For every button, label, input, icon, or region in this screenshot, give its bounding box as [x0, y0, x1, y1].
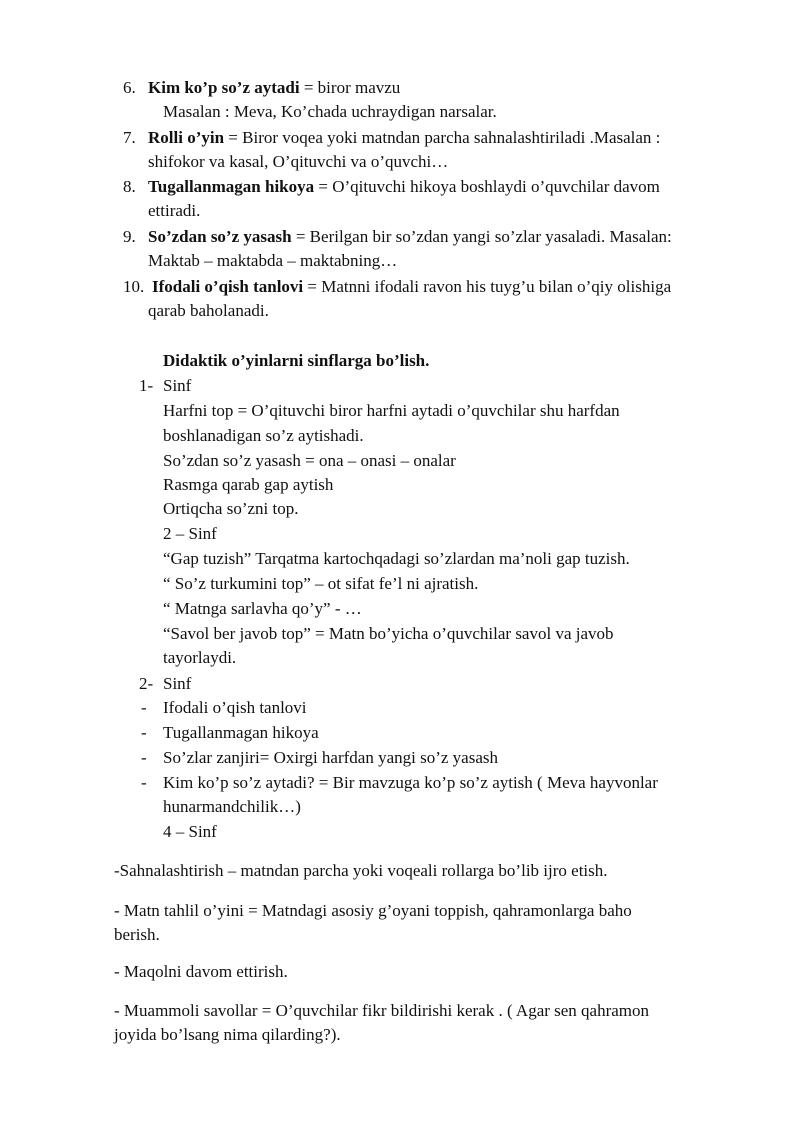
list-item-6: [148, 77, 400, 99]
class-line: 2 – Sinf: [163, 524, 217, 543]
class-line: “Gap tuzish” Tarqatma kartochqadagi so’zlardan ma’noli gap tuzish.: [163, 549, 630, 568]
class-line: Rasmga qarab gap aytish: [163, 475, 334, 494]
class-number: 2-: [139, 674, 154, 693]
bullet-item: Ifodali o’qish tanlovi: [163, 698, 307, 717]
class-line: Ortiqcha so’zni top.: [163, 499, 299, 518]
list-item-continuation: qarab baholanadi.: [148, 301, 269, 320]
class-number: 1-: [139, 376, 154, 395]
list-number: 7.: [123, 128, 136, 147]
list-item-9: [148, 226, 672, 248]
list-term: Kim ko’p so’z aytadi: [148, 78, 300, 97]
list-text: = O’qituvchi hikoya boshlaydi o’quvchilar davom: [314, 177, 660, 196]
class-title: Sinf: [163, 376, 192, 395]
list-term: Rolli o’yin: [148, 128, 225, 147]
list-item-continuation: Masalan : Meva, Ko’chada uchraydigan narsalar.: [163, 102, 497, 121]
class-line: tayorlaydi.: [163, 648, 237, 667]
list-number: 8.: [123, 177, 136, 196]
bullet-item: Tugallanmagan hikoya: [163, 723, 319, 742]
list-item-continuation: shifokor va kasal, O’qituvchi va o’quvchi…: [148, 152, 449, 171]
list-term: Tugallanmagan hikoya: [148, 177, 315, 196]
list-text: = biror mavzu: [299, 78, 401, 97]
list-number: 9.: [123, 227, 136, 246]
list-item-continuation: ettiradi.: [148, 201, 201, 220]
list-text: = Biror voqea yoki matndan parcha sahnalashtiriladi .Masalan :: [224, 128, 661, 147]
bullet-dash: -: [141, 748, 147, 767]
paragraph-line: - Matn tahlil o’yini = Matndagi asosiy g’oyani toppish, qahramonlarga baho: [114, 901, 632, 920]
list-item-continuation: Maktab – maktabda – maktabning…: [148, 251, 398, 270]
list-item-7: [148, 127, 660, 149]
bullet-item: Kim ko’p so’z aytadi? = Bir mavzuga ko’p so’z aytish ( Meva hayvonlar: [163, 773, 658, 792]
bullet-item: So’zlar zanjiri= Oxirgi harfdan yangi so’z yasash: [163, 748, 499, 767]
class-line: “Savol ber javob top” = Matn bo’yicha o’quvchilar savol va javob: [163, 624, 614, 643]
paragraph-line: joyida bo’lsang nima qilarding?).: [114, 1025, 341, 1044]
paragraph-line: - Maqolni davom ettirish.: [114, 962, 288, 981]
list-item-8: [148, 176, 660, 198]
bullet-dash: -: [141, 723, 147, 742]
list-text: = Berilgan bir so’zdan yangi so’zlar yasaladi. Masalan:: [291, 227, 672, 246]
class-line: boshlanadigan so’z aytishadi.: [163, 426, 364, 445]
class-line: So’zdan so’z yasash = ona – onasi – onalar: [163, 451, 456, 470]
paragraph-line: - Muammoli savollar = O’quvchilar fikr bildirishi kerak . ( Agar sen qahramon: [114, 1001, 650, 1020]
section-heading: Didaktik o’yinlarni sinflarga bo’lish.: [163, 351, 430, 370]
class-line: “ So’z turkumini top” – ot sifat fe’l ni ajratish.: [163, 574, 479, 593]
list-text: = Matnni ifodali ravon his tuyg’u bilan o’qiy olishiga: [303, 277, 672, 296]
paragraph-line: berish.: [114, 925, 160, 944]
list-term: So’zdan so’z yasash: [148, 227, 292, 246]
list-item-10: [152, 276, 671, 298]
bullet-dash: -: [141, 773, 147, 792]
class-title: 4 – Sinf: [163, 822, 217, 841]
list-number: 10.: [123, 277, 145, 296]
bullet-item-continuation: hunarmandchilik…): [163, 797, 301, 816]
class-line: “ Matnga sarlavha qo’y” - …: [163, 599, 362, 618]
class-title: Sinf: [163, 674, 192, 693]
list-number: 6.: [123, 78, 136, 97]
paragraph-line: -Sahnalashtirish – matndan parcha yoki voqeali rollarga bo’lib ijro etish.: [114, 861, 608, 880]
list-term: Ifodali o’qish tanlovi: [152, 277, 304, 296]
class-line: Harfni top = O’qituvchi biror harfni aytadi o’quvchilar shu harfdan: [163, 401, 620, 420]
bullet-dash: -: [141, 698, 147, 717]
